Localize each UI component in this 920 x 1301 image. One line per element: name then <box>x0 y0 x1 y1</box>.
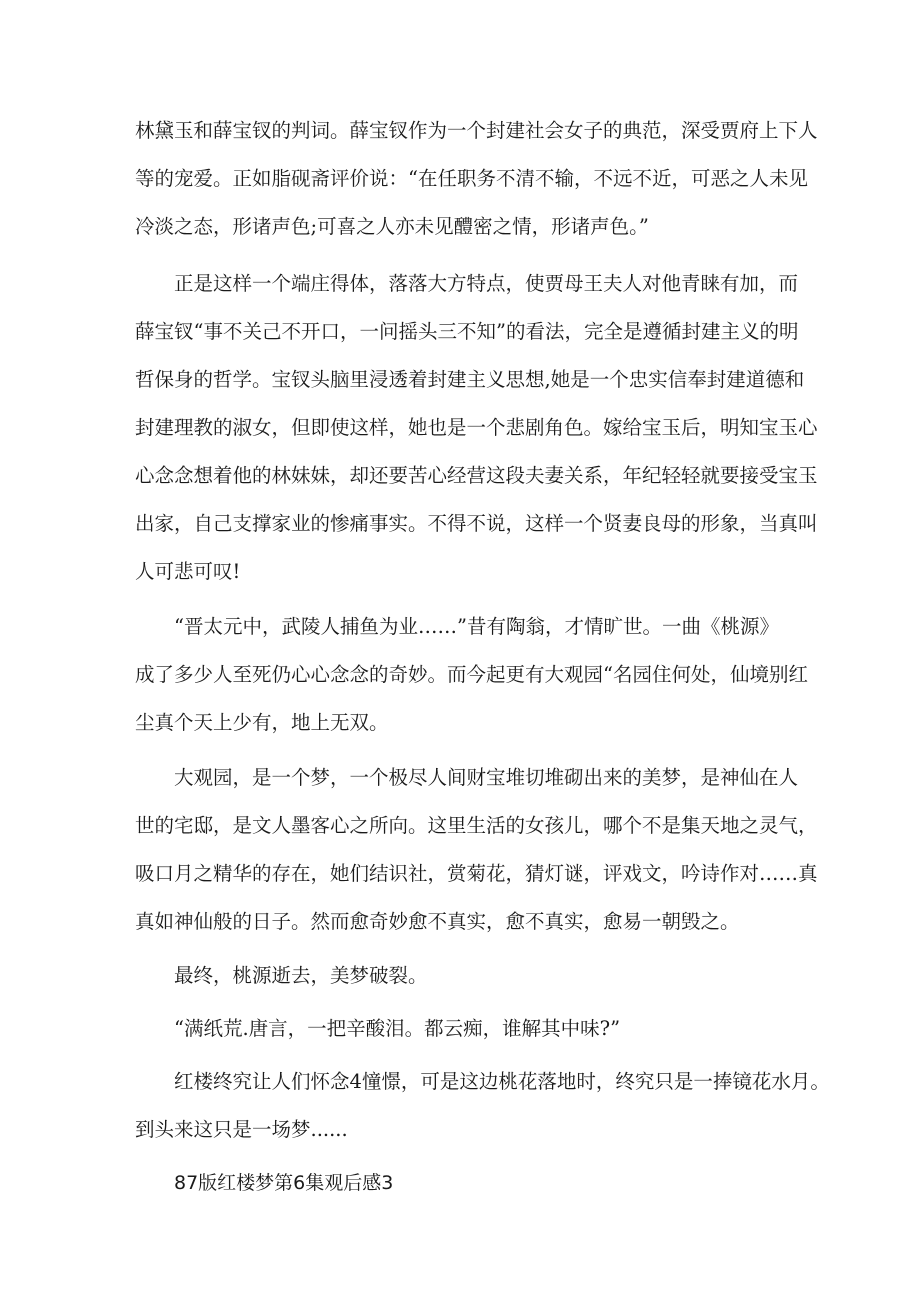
paragraph-4-line-4: 真如神仙般的日子。然而愈奇妙愈不真实，愈不真实，愈易一朝毁之。 <box>135 910 740 933</box>
paragraph-4-line-2: 世的宅邸，是文人墨客心之所向。这里生活的女孩儿，哪个不是集天地之灵气， <box>135 814 818 837</box>
paragraph-2-line-5: 心念念想着他的林妹妹，却还要苦心经营这段夫妻关系，年纪轻轻就要接受宝玉 <box>135 464 818 487</box>
paragraph-2-line-7: 人可悲可叹! <box>135 560 241 583</box>
paragraph-4-line-1: 大观园，是一个梦，一个极尽人间财宝堆切堆砌出来的美梦，是神仙在人 <box>174 766 799 789</box>
paragraph-3-line-1: “晋太元中，武陵人捕鱼为业……”昔有陶翁，才情旷世。一曲《桃源》 <box>174 615 779 638</box>
paragraph-4-line-3: 吸口月之精华的存在，她们结识社，赏菊花，猜灯谜，评戏文，吟诗作对……真 <box>135 862 818 885</box>
paragraph-2-line-2: 薛宝钗“事不关己不开口，一问摇头三不知”的看法，完全是遵循封建主义的明 <box>135 320 799 343</box>
paragraph-1-line-2: 等的宠爱。正如脂砚斋评价说：“在任职务不清不输，不远不近，可恶之人未见 <box>135 167 808 190</box>
paragraph-1-line-3: 冷淡之态，形诸声色;可喜之人亦未见醴密之情，形诸声色。” <box>135 215 649 238</box>
paragraph-2-line-6: 出家，自己支撑家业的惨痛事实。不得不说，这样一个贤妻良母的形象，当真叫 <box>135 512 818 535</box>
paragraph-2-line-4: 封建理教的淑女，但即使这样，她也是一个悲剧角色。嫁给宝玉后，明知宝玉心 <box>135 416 818 439</box>
paragraph-3-line-3: 尘真个天上少有，地上无双。 <box>135 711 389 734</box>
paragraph-5-line-1: 最终，桃源逝去，美梦破裂。 <box>174 964 428 987</box>
paragraph-6-line-1: “满纸荒.唐言，一把辛酸泪。都云痴，谁解其中味?” <box>174 1017 621 1040</box>
paragraph-2-line-1: 正是这样一个端庄得体，落落大方特点，使贾母王夫人对他青睐有加，而 <box>174 272 799 295</box>
section-heading: 87版红楼梦第6集观后感3 <box>174 1172 394 1194</box>
paragraph-7-line-2: 到头来这只是一场梦...... <box>135 1118 348 1141</box>
paragraph-3-line-2: 成了多少人至死仍心心念念的奇妙。而今起更有大观园“名园住何处，仙境别红 <box>135 663 808 686</box>
paragraph-2-line-3: 哲保身的哲学。宝钗头脑里浸透着封建主义思想,她是一个忠实信奉封建道德和 <box>135 368 805 391</box>
paragraph-1-line-1: 林黛玉和薛宝钗的判词。薛宝钗作为一个封建社会女子的典范，深受贾府上下人 <box>135 119 818 142</box>
paragraph-7-line-1: 红楼终究让人们怀念4憧憬，可是这边桃花落地时，终究只是一捧镜花水月。 <box>174 1070 830 1093</box>
